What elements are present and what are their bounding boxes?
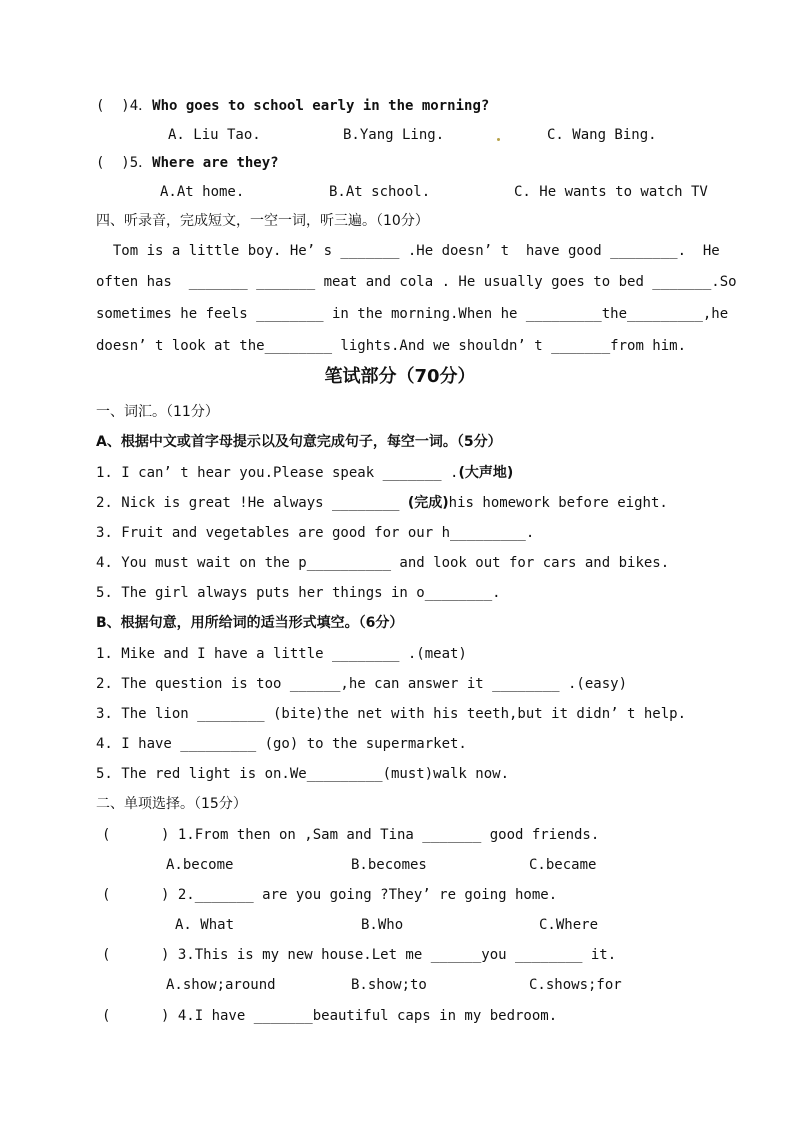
choice-item-3: ( ) 3.This is my new house.Let me ______you ________ it. bbox=[102, 947, 617, 963]
choice-item-4: ( ) 4.I have _______beautiful caps in my bedroom. bbox=[102, 1008, 558, 1024]
passage-line-2: often has _______ _______ meat and cola . He usually goes to bed _______.So bbox=[96, 274, 737, 290]
passage-line-4: doesn’ t look at the________ lights.And we shouldn’ t _______from him. bbox=[96, 338, 687, 354]
choice-2-option-a: A. What bbox=[175, 917, 235, 933]
hint: (大声地) bbox=[458, 465, 514, 481]
q4-option-b: B.Yang Ling. bbox=[343, 127, 445, 143]
vocab-a-item-2: 2. Nick is great !He always ________ (完成)his homework before eight. bbox=[96, 495, 668, 511]
passage-line-3: sometimes he feels ________ in the morning.When he _________the_________,he bbox=[96, 306, 729, 322]
vocab-b-item-5: 5. The red light is on.We_________(must)walk now. bbox=[96, 766, 510, 782]
written-section-title: 笔试部分（70分） bbox=[324, 366, 476, 387]
q5-option-b: B.At school. bbox=[329, 184, 431, 200]
part4-heading: 四、听录音，完成短文，一空一词，听三遍。（10分） bbox=[96, 213, 429, 229]
vocab-a-item-3: 3. Fruit and vegetables are good for our h_________. bbox=[96, 525, 535, 541]
question-5-text: Where are they? bbox=[152, 155, 279, 171]
q5-option-c: C. He wants to watch TV bbox=[514, 184, 708, 200]
q4-option-c: C. Wang Bing. bbox=[547, 127, 657, 143]
choice-3-option-b: B.show;to bbox=[351, 977, 427, 993]
choice-3-option-c: C.shows;for bbox=[529, 977, 622, 993]
question-4: ( )4．Who goes to school early in the morning? bbox=[96, 98, 490, 114]
stray-mark bbox=[497, 138, 500, 141]
choice-2-option-b: B.Who bbox=[361, 917, 404, 933]
vocab-b-item-2: 2. The question is too ______,he can answer it ________ .(easy) bbox=[96, 676, 628, 692]
vocab-b-item-1: 1. Mike and I have a little ________ .(meat) bbox=[96, 646, 467, 662]
q4-option-a: A. Liu Tao. bbox=[168, 127, 261, 143]
choice-heading: 二、单项选择。（15分） bbox=[96, 796, 247, 812]
question-5: ( )5．Where are they? bbox=[96, 155, 279, 171]
vocab-b-item-3: 3. The lion ________ (bite)the net with his teeth,but it didn’ t help. bbox=[96, 706, 687, 722]
vocab-b-heading: B、根据句意，用所给词的适当形式填空。（6分） bbox=[96, 615, 404, 631]
choice-1-option-b: B.becomes bbox=[351, 857, 427, 873]
choice-item-2: ( ) 2._______ are you going ?They’ re going home. bbox=[102, 887, 558, 903]
vocab-a-item-5: 5. The girl always puts her things in o________. bbox=[96, 585, 501, 601]
vocab-a-heading: A、根据中文或首字母提示以及句意完成句子，每空一词。（5分） bbox=[96, 434, 502, 450]
choice-1-option-c: C.became bbox=[529, 857, 597, 873]
vocab-b-item-4: 4. I have _________ (go) to the supermarket. bbox=[96, 736, 467, 752]
vocab-a-item-4: 4. You must wait on the p__________ and look out for cars and bikes. bbox=[96, 555, 670, 571]
vocab-a-item-1: 1. I can’ t hear you.Please speak _______ .(大声地) bbox=[96, 465, 514, 481]
choice-item-1: ( ) 1.From then on ,Sam and Tina _______ good friends. bbox=[102, 827, 600, 843]
q5-option-a: A.At home. bbox=[160, 184, 245, 200]
hint: (完成) bbox=[407, 495, 449, 511]
vocab-heading: 一、词汇。（11分） bbox=[96, 404, 219, 420]
passage-line-1: Tom is a little boy. He’ s _______ .He doesn’ t have good ________. He bbox=[96, 243, 720, 259]
choice-2-option-c: C.Where bbox=[539, 917, 599, 933]
question-4-text: Who goes to school early in the morning? bbox=[152, 98, 490, 114]
choice-1-option-a: A.become bbox=[166, 857, 234, 873]
choice-3-option-a: A.show;around bbox=[166, 977, 276, 993]
